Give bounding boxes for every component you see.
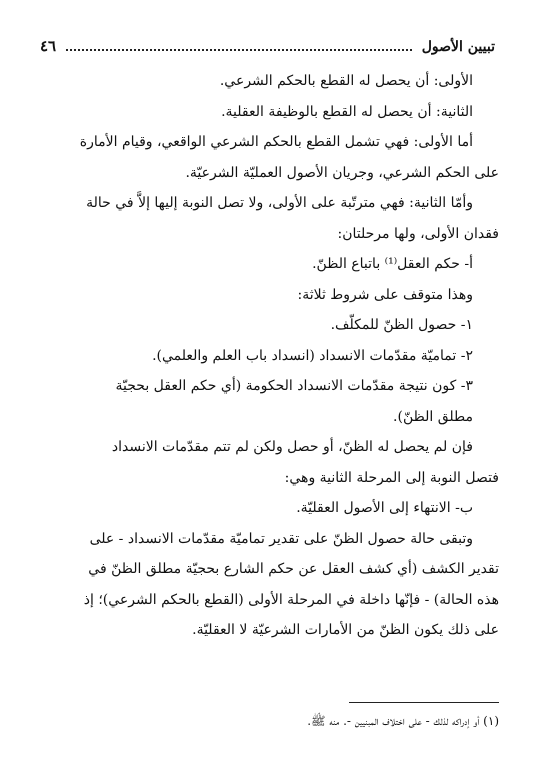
text-line: ١- حصول الظنّ للمكلّف. — [330, 317, 473, 333]
text-line: ٢- تماميّة مقدّمات الانسداد (انسداد باب العلم والعلمي). — [152, 347, 473, 364]
text-line: على الحكم الشرعي، وجريان الأصول العمليّة الشرعيّة. — [185, 164, 499, 181]
text-line: وتبقى حالة حصول الظنّ على تقدير تماميّة مقدّمات الانسداد - على — [89, 530, 473, 547]
text-line: هذه الحالة) - فإنّها داخلة في المرحلة الأولى (القطع بالحكم الشرعي)؛ إذ — [83, 591, 499, 608]
text-line: الثانية: أن يحصل له القطع بالوظيفة العقلية. — [221, 103, 473, 120]
body-text — [36, 66, 499, 646]
text-line: وهذا متوقف على شروط ثلاثة: — [297, 286, 473, 303]
page-number: ٤٦ — [40, 37, 57, 55]
text-line: فإن لم يحصل له الظنّ، أو حصل ولكن لم تتم مقدّمات الانسداد — [111, 439, 473, 455]
text-line: فتصل النوبة إلى المرحلة الثانية وهي: — [284, 469, 499, 486]
text-line: مطلق الظنّ). — [393, 408, 473, 425]
text-line: فقدان الأولى، ولها مرحلتان: — [337, 225, 499, 242]
header-dotted-leader — [66, 37, 412, 51]
text-line: على ذلك يكون الظنّ من الأمارات الشرعيّة لا العقليّة. — [192, 622, 499, 638]
running-title: تبيين الأصول — [421, 39, 495, 55]
text-line: أ- حكم العقل⁽¹⁾ باتباع الظنّ. — [312, 256, 473, 272]
text-line: ٣- كون نتيجة مقدّمات الانسداد الحكومة (أي حكم العقل بحجيّة — [115, 378, 473, 394]
text-line: ب- الانتهاء إلى الأصول العقليّة. — [296, 500, 473, 516]
footnote: (١) أو إدراكه لذلك - على اختلاف المبنيين -. منه ﷺ. — [307, 714, 499, 728]
text-line: أما الأولى: فهي تشمل القطع بالحكم الشرعي الواقعي، وقيام الأمارة — [79, 134, 473, 150]
text-line: تقدير الكشف (أي كشف العقل عن حكم الشارع بحجيّة مطلق الظنّ في — [88, 561, 499, 577]
page-header — [40, 36, 495, 58]
footnote-separator — [349, 702, 499, 703]
text-line: الأولى: أن يحصل له القطع بالحكم الشرعي. — [219, 73, 473, 89]
text-line: وأمّا الثانية: فهي مترتّبة على الأولى، ولا تصل النوبة إليها إلاَّ في حالة — [86, 195, 473, 211]
